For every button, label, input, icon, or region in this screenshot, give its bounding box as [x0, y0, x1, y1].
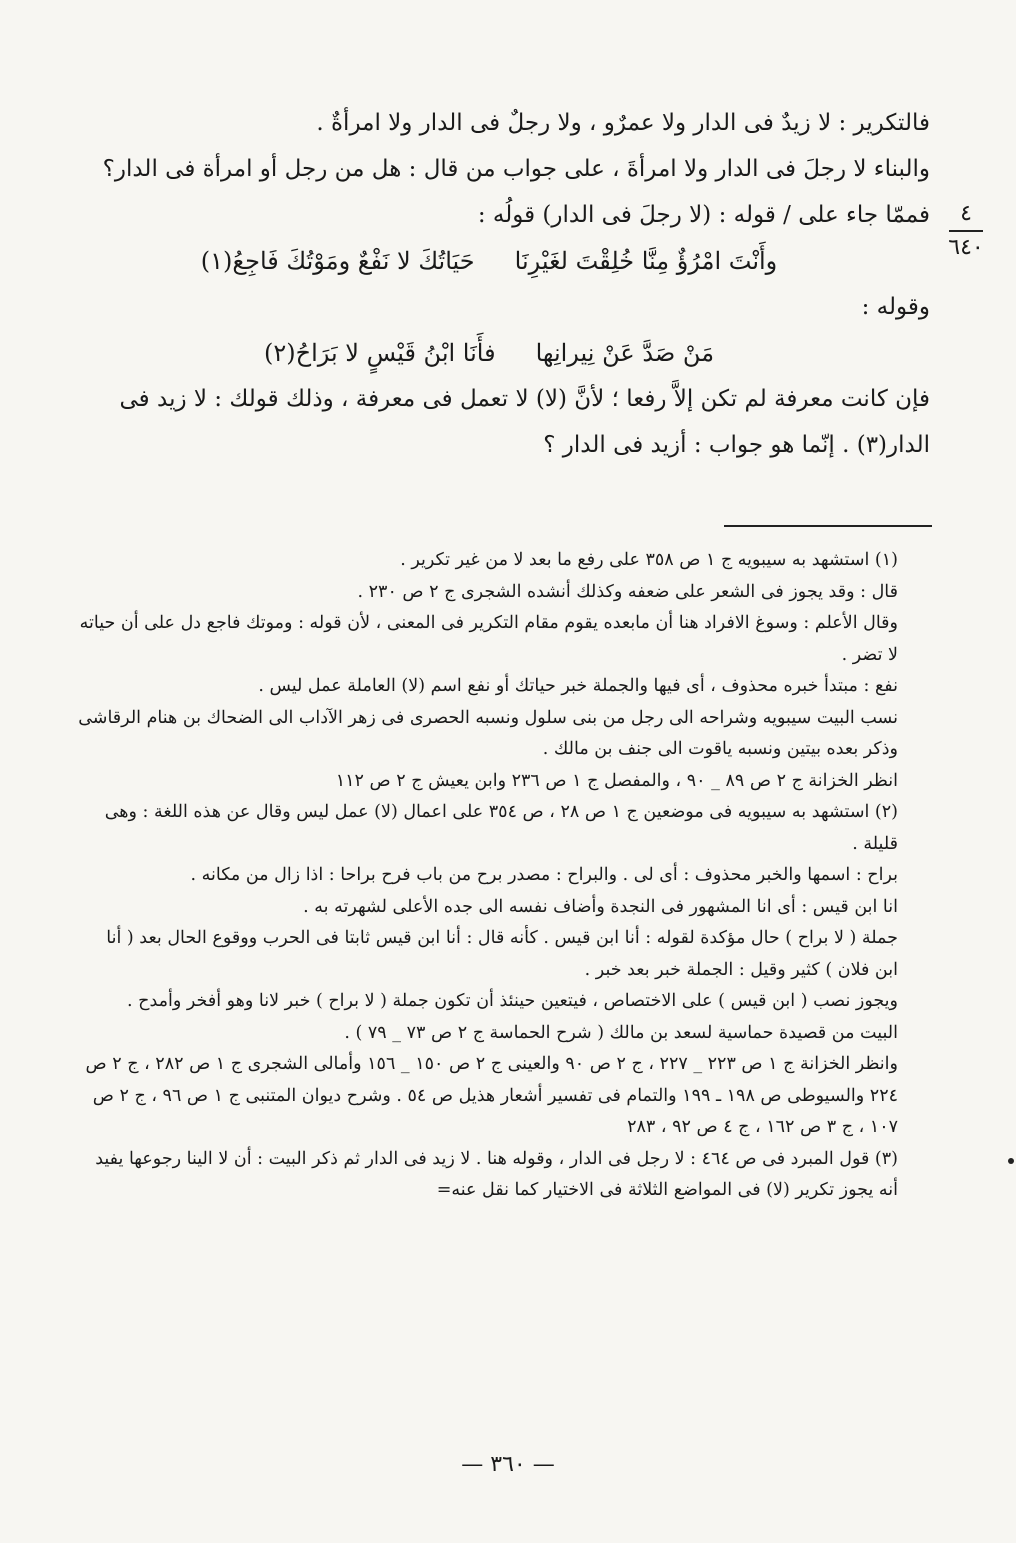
footnotes [78, 545, 932, 1207]
footnote-paragraph: وقال الأعلم : وسوغ الافراد هنا أن مابعده يقوم مقام التكرير فى المعنى ، لأن قوله : وموتك فاجع دل على أن حياته لا تضر . [79, 613, 898, 665]
footnote-paragraph: نسب البيت سيبويه وشراحه الى رجل من بنى سلول ونسبه الحصرى فى زهر الآداب الى الضحاك بن هنام الرقاشى وذكر بعده بيتين ونسبه ياقوت الى جنف بن مالك . [78, 707, 898, 759]
verse-hemistich-first: مَنْ صَدَّ عَنْ نِيرانِها [535, 339, 715, 367]
margin-bar [949, 230, 983, 232]
margin-number: ٤ [960, 201, 972, 226]
footnote-paragraph: انظر الخزانة ج ٢ ص ٨٩ _ ٩٠ ، والمفصل ج ١ ص ٢٣٦ وابن يعيش ج ٢ ص ١١٢ [335, 770, 898, 791]
footnote-paragraph: نفع : مبتدأ خبره محذوف ، أى فيها والجملة خبر حياتك أو نفع اسم (لا) العاملة عمل ليس . [258, 676, 898, 696]
footnote-paragraph: (٣) قول المبرد فى ص ٤٦٤ : لا رجل فى الدار ، وقوله هنا . لا زيد فى الدار ثم ذكر البيت : أن لا الينا رجوعها يفيد أنه يجوز تكرير (لا) فى المواضع الثلاثة فى الاختيار كما نقل عنه= [95, 1148, 898, 1200]
main-line: الدار(٣) . إنّما هو جواب : أزيد فى الدار ؟ [543, 432, 930, 458]
scan-mark [1008, 1158, 1014, 1164]
footnote-paragraph: براح : اسمها والخبر محذوف : أى لى . والبراح : مصدر برح من باب فرح براحا : اذا زال من مكانه . [190, 865, 898, 885]
verse-hemistich-second: فأَنَا ابْنُ قَيْسٍ لا بَرَاحُ(٢) [263, 339, 496, 367]
main-line: فالتكرير : لا زيدٌ فى الدار ولا عمرٌو ، ولا رجلٌ فى الدار ولا امرأةٌ . [316, 110, 930, 136]
page-number: — ٣٦٠ — [461, 1452, 555, 1477]
footnote-paragraph: قال : وقد يجوز فى الشعر على ضعفه وكذلك أنشده الشجرى ج ٢ ص ٢٣٠ . [357, 581, 898, 602]
footnote-paragraph: جملة ( لا براح ) حال مؤكدة لقوله : أنا ابن قيس . كأنه قال : أنا ابن قيس ثابتا فى الحرب ووقوع الحال بعد ( أنا ابن فلان ) كثير وقيل : الجملة خبر بعد خبر . [106, 928, 898, 980]
main-line: وقوله : [861, 294, 930, 320]
footnote-paragraph: ويجوز نصب ( ابن قيس ) على الاختصاص ، فيتعين حينئذ أن تكون جملة ( لا براح ) خبر لانا وهو أفخر وأمدح . [127, 991, 898, 1011]
footnote-paragraph: وانظر الخزانة ج ١ ص ٢٢٣ _ ٢٢٧ ، ج ٢ ص ٩٠ والعينى ج ٢ ص ١٥٠ _ ١٥٦ وأمالى الشجرى ج ١ ص ٢٨٢ ، ج ٢ ص ٢٢٤ والسيوطى ص ١٩٨ ـ ١٩٩ والتمام فى تفسير أشعار هذيل ص ٥٤ . وشرح ديوان المتنبى ج ١ ص ٩٦ ، ج ٢ ص ١٠٧ ، ج ٣ ص ١٦٢ ، ج ٤ ص ٩٢ ، ٢٨٣ [85, 1054, 898, 1137]
main-line: فإن كانت معرفة لم تكن إلاَّ رفعا ؛ لأنَّ (لا) لا تعمل فى معرفة ، وذلك قولك : لا زيد فى [119, 386, 930, 412]
margin-page-ref: ٦٤٠ [948, 235, 984, 260]
verse-line [78, 238, 930, 284]
footnote-paragraph: البيت من قصيدة حماسية لسعد بن مالك ( شرح الحماسة ج ٢ ص ٧٣ _ ٧٩ ) . [344, 1022, 898, 1043]
footnote-paragraph: انا ابن قيس : أى انا المشهور فى النجدة وأضاف نفسه الى جده الأعلى لشهرته به . [303, 896, 898, 917]
verse-hemistich-first: وأَنْتَ امْرُؤٌ مِنَّا خُلِقْتَ لغَيْرِنَا [514, 247, 778, 275]
footnote-divider [724, 525, 932, 527]
main-line: فممّا جاء على / قوله : (لا رجلَ فى الدار) قولُه : [477, 202, 930, 228]
verse-hemistich-second: حَيَاتُكَ لا نَفْعٌ ومَوْتُكَ فَاجِعُ(١) [200, 247, 475, 275]
main-line: والبناء لا رجلَ فى الدار ولا امرأةَ ، على جواب من قال : هل من رجل أو امرأة فى الدار؟ [102, 156, 930, 182]
footnote-paragraph: (١) استشهد به سيبويه ج ١ ص ٣٥٨ على رفع ما بعد لا من غير تكرير . [400, 550, 898, 570]
verse-line [78, 330, 930, 376]
footnote-paragraph: (٢) استشهد به سيبويه فى موضعين ج ١ ص ٢٨ ، ص ٣٥٤ على اعمال (لا) عمل ليس وقال عن هذه اللغة : وهى قليلة . [104, 802, 898, 854]
main-text [78, 100, 930, 468]
margin-reference [936, 200, 996, 262]
